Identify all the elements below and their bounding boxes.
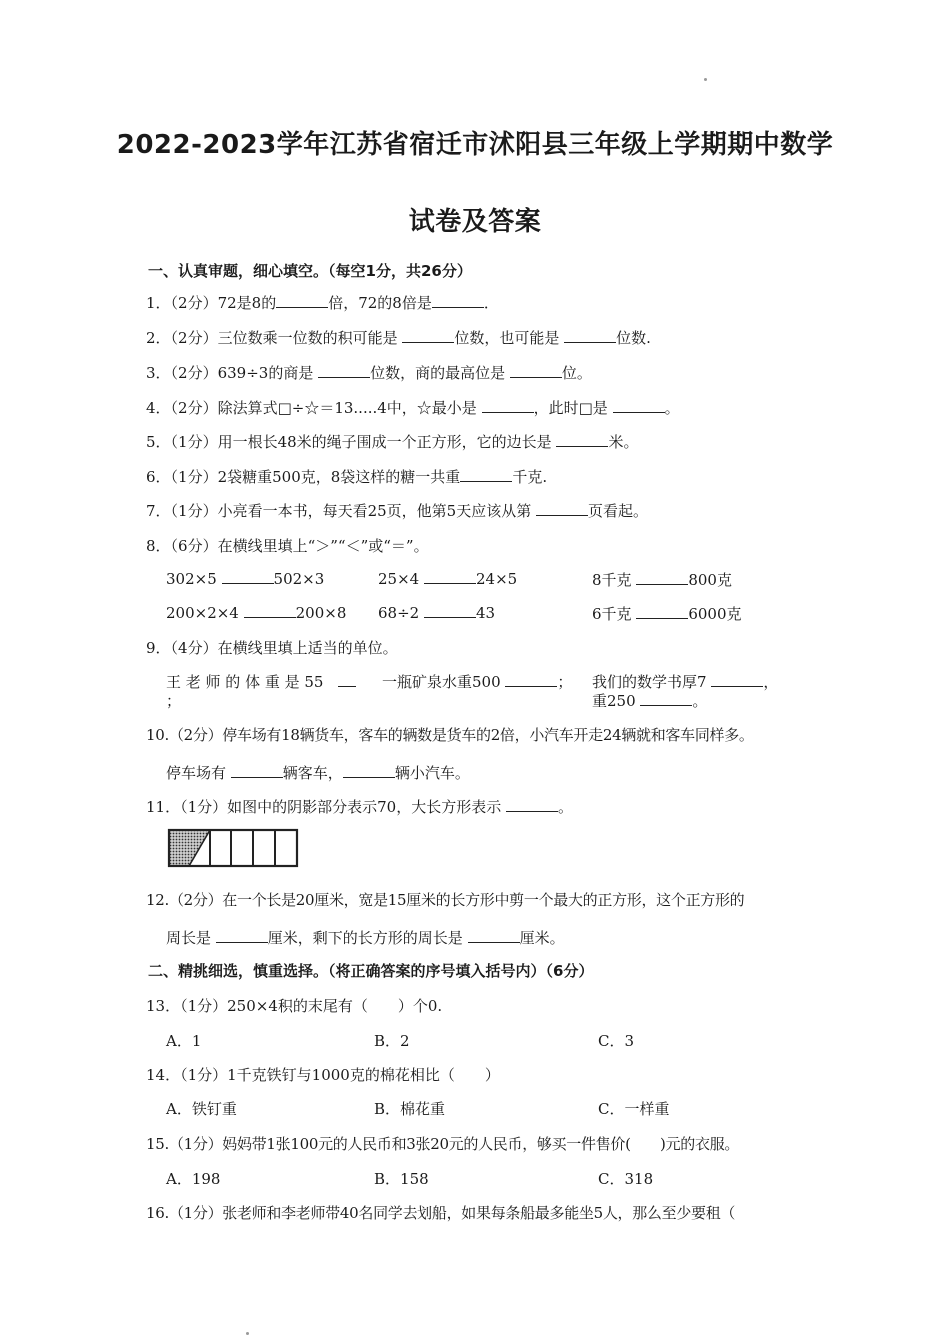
option-b[interactable]: B．158 (374, 1170, 429, 1188)
answer-blank[interactable] (231, 763, 283, 778)
question-3: 3．（2分）639÷3的商是 位数，商的最高位是 位。 (146, 364, 592, 382)
question-5: 5．（1分）用一根长48米的绳子围成一个正方形，它的边长是 米。 (146, 433, 639, 451)
answer-blank[interactable] (424, 569, 476, 584)
option-c[interactable]: C．3 (598, 1032, 635, 1050)
question-7: 7．（1分）小亮看一本书，每天看25页，他第5天应该从第 页看起。 (146, 502, 649, 520)
question-12-answer: 周长是 厘米，剩下的长方形的周长是 厘米。 (166, 929, 565, 947)
page-title-line1: 2022-2023学年江苏省宿迁市沭阳县三年级上学期期中数学 (116, 130, 834, 160)
option-a[interactable]: A．198 (166, 1170, 221, 1188)
question-10-answer: 停车场有 辆客车， 辆小汽车。 (166, 764, 470, 782)
option-c[interactable]: C．一样重 (598, 1100, 670, 1118)
question-15-stem: 15.（1分）妈妈带1张100元的人民币和3张20元的人民币，够买一件售价( )元的衣服。 (146, 1135, 740, 1153)
question-16-stem: 16.（1分）张老师和李老师带40名同学去划船，如果每条船最多能坐5人，那么至少要租（ (146, 1204, 736, 1222)
answer-blank[interactable] (402, 328, 454, 343)
unit-item-1-semicolon: ； (166, 692, 182, 710)
answer-blank[interactable] (318, 363, 370, 378)
section2-heading: 二、精挑细选，慎重选择。（将正确答案的序号填入括号内）（6分） (148, 962, 594, 980)
question-14-stem: 14．（1分）1千克铁钉与1000克的棉花相比（ ） (146, 1066, 500, 1084)
option-a[interactable]: A．1 (166, 1032, 202, 1050)
scan-dot-bottom (246, 1332, 249, 1335)
answer-blank[interactable] (505, 672, 557, 687)
shaded-rectangle-figure (166, 826, 302, 870)
compare-item: 68÷2 43 (378, 604, 496, 622)
question-6: 6．（1分）2袋糖重500克，8袋这样的糖一共重 千克. (146, 468, 548, 486)
answer-blank[interactable] (613, 398, 665, 413)
compare-item: 6千克 6000克 (592, 605, 742, 623)
answer-blank[interactable] (482, 398, 534, 413)
question-11: 11．（1分）如图中的阴影部分表示70，大长方形表示 。 (146, 798, 574, 816)
answer-blank[interactable] (711, 672, 763, 687)
question-1: 1．（2分）72是8的 倍，72的8倍是 ． (146, 294, 499, 312)
answer-blank[interactable] (216, 928, 268, 943)
question-2: 2．（2分）三位数乘一位数的积可能是 位数，也可能是 位数. (146, 329, 651, 347)
answer-blank[interactable] (432, 293, 484, 308)
question-8-stem: 8．（6分）在横线里填上“＞”“＜”或“＝”。 (146, 537, 429, 555)
scan-dot-top (704, 78, 707, 81)
answer-blank[interactable] (636, 604, 688, 619)
unit-item-3: 我们的数学书厚7 ， (592, 673, 779, 691)
answer-blank[interactable] (640, 691, 692, 706)
page-title-line2: 试卷及答案 (408, 207, 542, 237)
compare-item: 8千克 800克 (592, 571, 732, 589)
option-b[interactable]: B．棉花重 (374, 1100, 446, 1118)
option-c[interactable]: C．318 (598, 1170, 654, 1188)
answer-blank[interactable] (468, 928, 520, 943)
answer-blank[interactable] (636, 570, 688, 585)
question-10-stem: 10.（2分）停车场有18辆货车，客车的辆数是货车的2倍，小汽车开走24辆就和客车同样多。 (146, 726, 754, 744)
answer-blank[interactable] (276, 293, 328, 308)
question-13-stem: 13．（1分）250×4积的末尾有（ ）个0. (146, 997, 443, 1015)
option-b[interactable]: B．2 (374, 1032, 410, 1050)
question-12-stem: 12.（2分）在一个长是20厘米，宽是15厘米的长方形中剪一个最大的正方形，这个正方形的 (146, 891, 745, 909)
answer-blank[interactable] (510, 363, 562, 378)
answer-blank[interactable] (506, 797, 558, 812)
answer-blank[interactable] (556, 432, 608, 447)
answer-blank[interactable] (424, 603, 476, 618)
compare-item: 302×5 502×3 (166, 570, 325, 588)
unit-item-1: 王 老 师 的 体 重 是 55 (166, 671, 356, 692)
answer-blank[interactable] (343, 763, 395, 778)
unit-item-2: 一瓶矿泉水重500 ； (382, 673, 573, 691)
answer-blank[interactable] (564, 328, 616, 343)
question-9-stem: 9．（4分）在横线里填上适当的单位。 (146, 639, 398, 657)
answer-blank[interactable] (244, 603, 296, 618)
answer-blank[interactable] (460, 467, 512, 482)
answer-blank[interactable] (222, 569, 274, 584)
option-a[interactable]: A．铁钉重 (166, 1100, 237, 1118)
answer-blank[interactable] (338, 672, 356, 687)
question-4: 4．（2分）除法算式□÷☆＝13.....4中，☆最小是 ，此时□是 。 (146, 399, 680, 417)
unit-item-4: 重250 。 (592, 692, 708, 710)
section1-heading: 一、认真审题，细心填空。（每空1分，共26分） (148, 262, 472, 280)
shaded-part (169, 830, 210, 866)
answer-blank[interactable] (536, 501, 588, 516)
compare-item: 200×2×4 200×8 (166, 604, 347, 622)
compare-item: 25×4 24×5 (378, 570, 518, 588)
